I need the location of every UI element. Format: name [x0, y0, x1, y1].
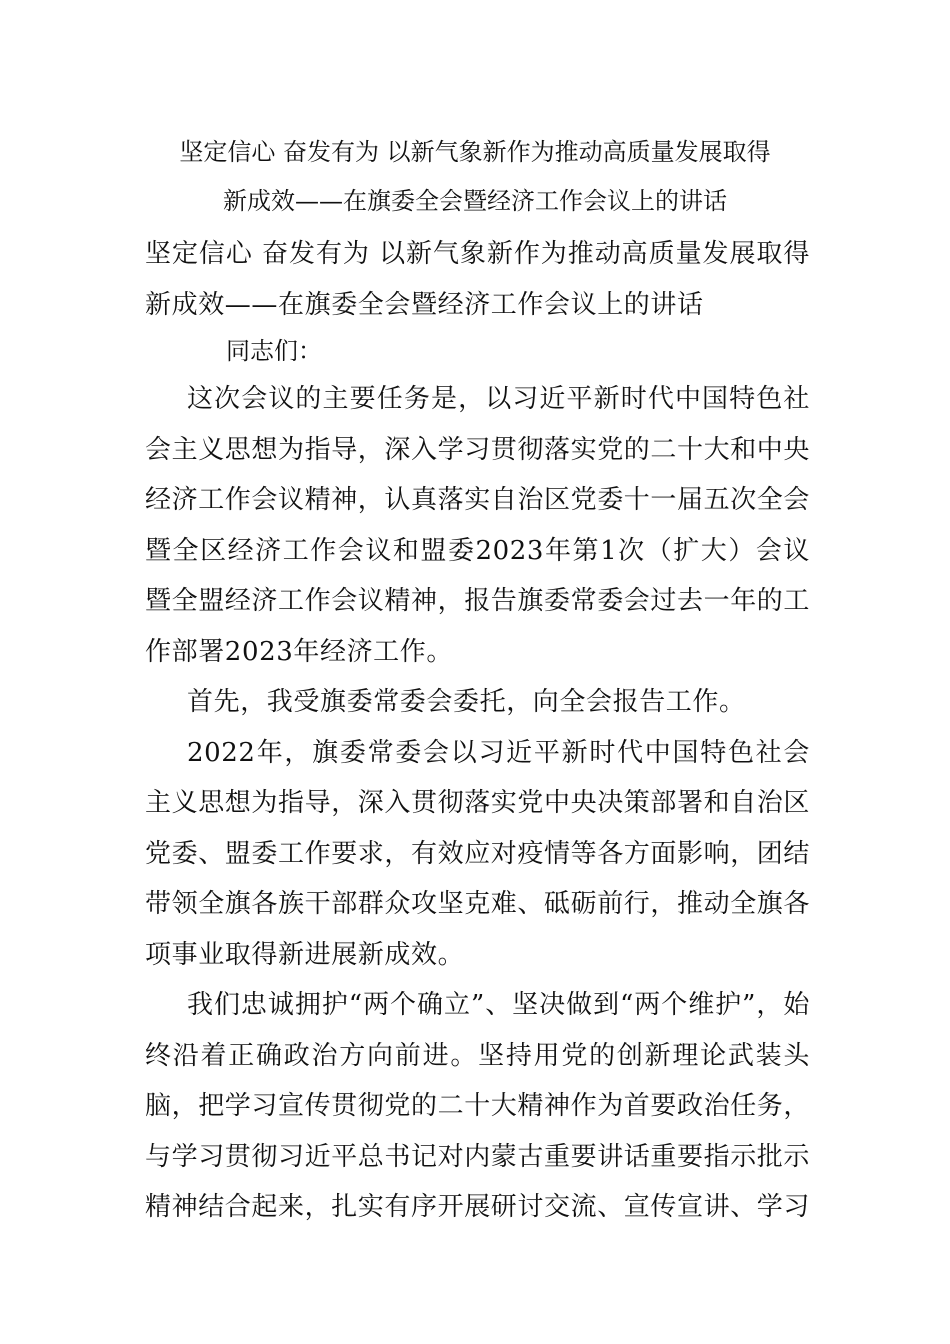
document-heading-line-2: 新成效——在旗委全会暨经济工作会议上的讲话: [223, 187, 727, 215]
document-title-repeat: 坚定信心 奋发有为 以新气象新作为推动高质量发展取得新成效——在旗委全会暨经济工作会议上的讲话: [145, 239, 810, 320]
paragraph: 2022年，旗委常委会以习近平新时代中国特色社会主义思想为指导，深入贯彻落实党中央决策部署和自治区党委、盟委工作要求，有效应对疫情等各方面影响，团结带领全旗各族干部群众攻坚克难、砥砺前行，推动全旗各项事业取得新进展新成效。: [145, 737, 811, 970]
paragraph: 首先，我受旗委常委会委托，向全会报告工作。: [187, 687, 746, 717]
greeting: 同志们：: [226, 337, 322, 365]
document-heading-line-1: 坚定信心 奋发有为 以新气象新作为推动高质量发展取得: [179, 138, 771, 166]
paragraph: 这次会议的主要任务是，以习近平新时代中国特色社会主义思想为指导，深入学习贯彻落实党的二十大和中央经济工作会议精神，认真落实自治区党委十一届五次全会暨全区经济工作会议和盟委2023年第1次（扩大）会议暨全盟经济工作会议精神，报告旗委常委会过去一年的工作部署2023年经济工作。: [145, 384, 811, 667]
body-paragraphs: [145, 374, 810, 1233]
paragraph: 我们忠诚拥护“两个确立”、坚决做到“两个维护”，始终沿着正确政治方向前进。坚持用党的创新理论武装头脑，把学习宣传贯彻党的二十大精神作为首要政治任务，与学习贯彻习近平总书记对内蒙古重要讲话重要指示批示精神结合起来，扎实有序开展研讨交流、宣传宣讲、学习: [145, 990, 811, 1222]
